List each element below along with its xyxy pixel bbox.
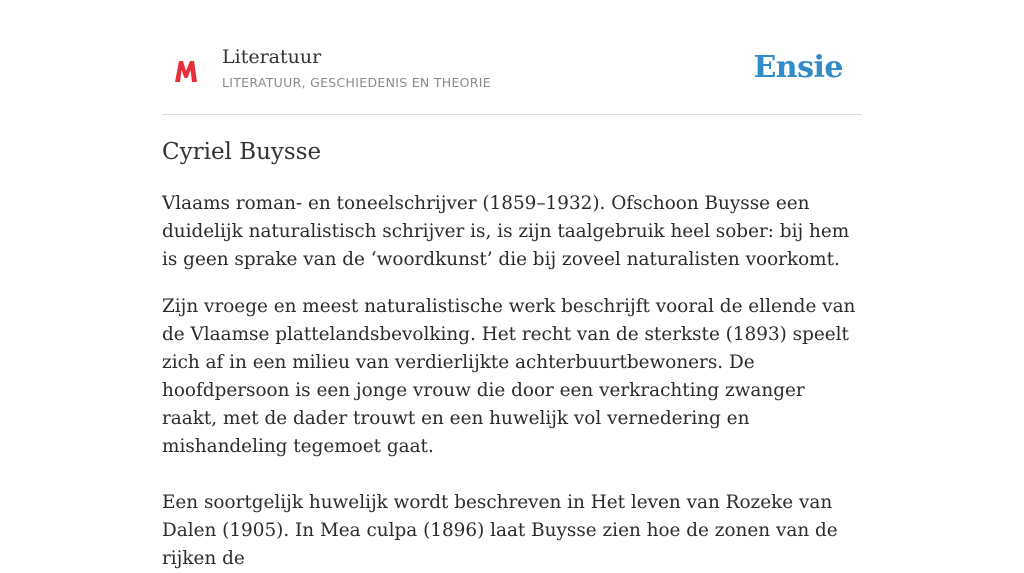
article-paragraph: Zijn vroege en meest naturalistische werk beschrijft vooral de ellende van de Vlaamse plattelandsbevolking. Het recht van de sterkste (1893) speelt zich af in een milieu van verdierlijkte achterbuurtbewoners. De hoofdpersoon is een jonge vrouw die door een verkrachting zwanger raakt, met de dader trouwt en een huwelijk vol vernedering en mishandeling tegemoet gaat. [162, 296, 856, 457]
site-name[interactable]: Literatuur [222, 46, 322, 68]
article-paragraph: Een soortgelijk huwelijk wordt beschreven in Het leven van Rozeke van Dalen (1905). In Mea culpa (1896) laat Buysse zien hoe de zonen van de rijken de [162, 492, 838, 569]
ensie-brand-link[interactable]: Ensie [753, 50, 843, 85]
m-logo-icon[interactable] [172, 57, 200, 85]
article [162, 134, 862, 573]
article-paragraph: Vlaams roman- en toneelschrijver (1859–1932). Ofschoon Buysse een duidelijk naturalistisch schrijver is, is zijn taalgebruik heel sober: bij hem is geen sprake van de ‘woordkunst’ die bij zoveel naturalisten voorkomt. [162, 193, 850, 270]
article-title: Cyriel Buysse [162, 139, 322, 165]
site-tagline: LITERATUUR, GESCHIEDENIS EN THEORIE [222, 75, 491, 90]
site-header [162, 0, 862, 115]
